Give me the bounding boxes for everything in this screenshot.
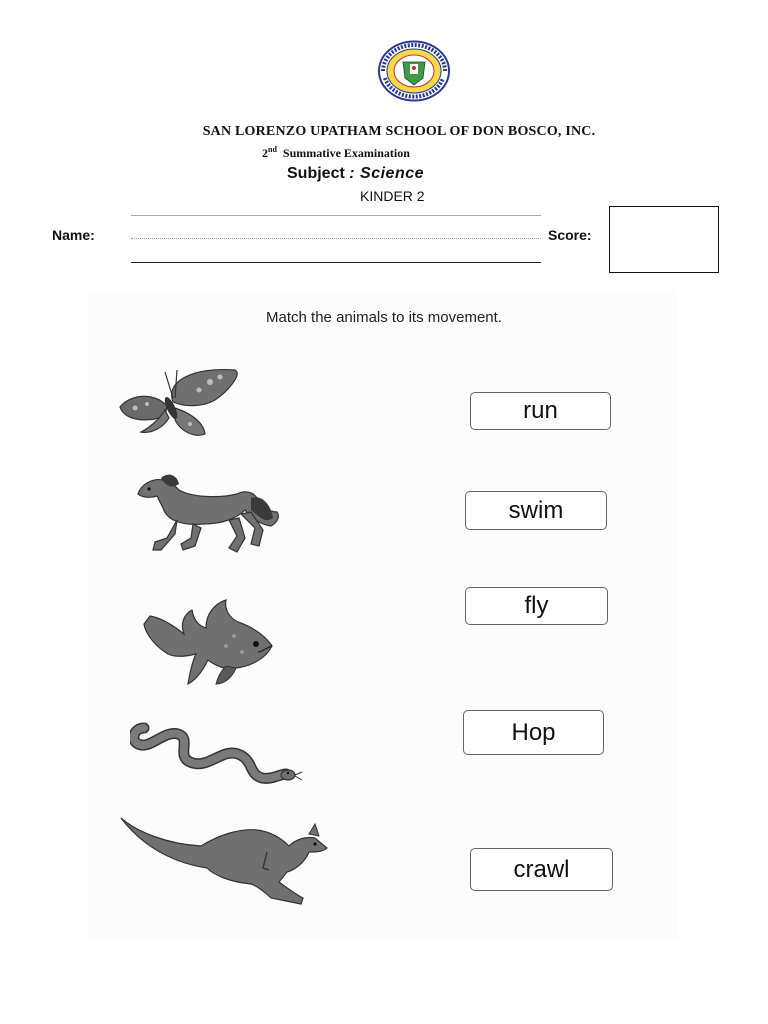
subject-line — [287, 165, 424, 183]
word-box-run[interactable] — [470, 392, 611, 430]
word-swim: swim — [508, 497, 564, 524]
word-box-swim[interactable] — [465, 491, 607, 530]
grade-level: KINDER 2 — [360, 188, 425, 204]
fish-icon — [140, 596, 280, 688]
kangaroo-icon — [117, 812, 329, 912]
exam-ordinal-suffix: nd — [268, 145, 277, 154]
worksheet-instruction: Match the animals to its movement. — [266, 309, 502, 326]
name-guide-line-top — [131, 215, 541, 216]
exam-title-text: Summative Examination — [282, 146, 410, 160]
word-box-fly[interactable] — [465, 587, 608, 625]
exam-ordinal: 2 — [262, 146, 268, 160]
butterfly-icon — [115, 362, 245, 442]
subject-label: Subject — [287, 165, 345, 182]
horse-icon — [133, 468, 283, 560]
word-run: run — [523, 397, 558, 424]
subject-value: : Science — [349, 165, 425, 182]
exam-title — [262, 145, 410, 161]
score-box[interactable] — [609, 206, 719, 273]
word-hop: Hop — [511, 719, 556, 746]
score-label: Score: — [548, 227, 592, 243]
name-guide-line-middle — [131, 238, 541, 239]
name-label: Name: — [52, 227, 95, 243]
word-box-hop[interactable] — [463, 710, 604, 755]
word-box-crawl[interactable] — [470, 848, 613, 891]
word-fly: fly — [524, 592, 549, 619]
school-seal-logo — [377, 40, 451, 102]
word-crawl: crawl — [513, 856, 570, 883]
snake-icon — [130, 712, 305, 794]
school-name: SAN LORENZO UPATHAM SCHOOL OF DON BOSCO, INC. — [202, 124, 596, 139]
name-field-line[interactable] — [131, 262, 541, 263]
